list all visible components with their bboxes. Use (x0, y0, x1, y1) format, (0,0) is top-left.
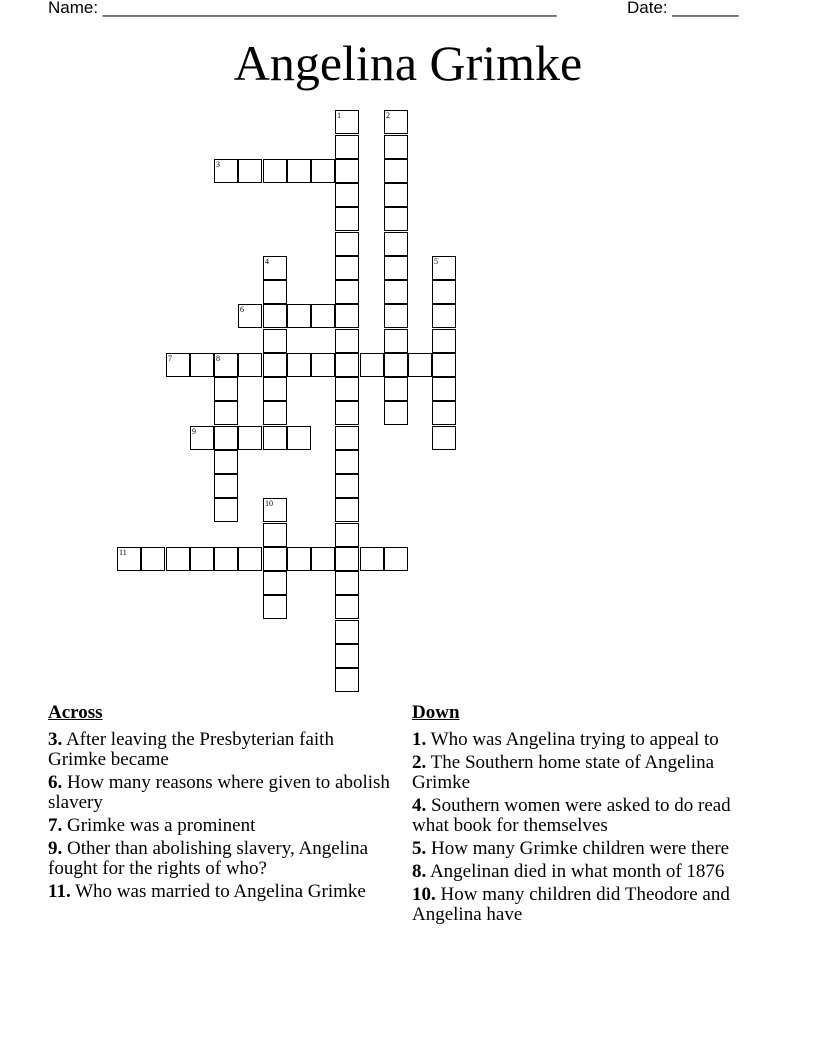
crossword-cell[interactable] (166, 547, 190, 571)
clue-number: 6. (48, 772, 63, 793)
crossword-cell[interactable] (263, 353, 287, 377)
crossword-cell[interactable] (263, 498, 287, 522)
crossword-cell[interactable] (214, 450, 238, 474)
crossword-cell[interactable] (263, 304, 287, 328)
crossword-cell[interactable] (335, 426, 359, 450)
clue-number-label: 4 (265, 257, 269, 266)
across-heading: Across (48, 702, 103, 723)
crossword-cell[interactable] (287, 304, 311, 328)
crossword-cell[interactable] (263, 547, 287, 571)
clue-number-label: 2 (386, 111, 390, 120)
crossword-cell[interactable] (384, 304, 408, 328)
crossword-cell[interactable] (384, 232, 408, 256)
crossword-cell[interactable] (263, 329, 287, 353)
down-clue (412, 796, 757, 836)
clue-number: 4. (412, 795, 427, 816)
down-clue (412, 753, 757, 793)
crossword-cell[interactable] (287, 547, 311, 571)
clue-number: 7. (48, 815, 63, 836)
crossword-cell[interactable] (432, 280, 456, 304)
crossword-cell[interactable] (335, 620, 359, 644)
crossword-cell[interactable] (384, 256, 408, 280)
crossword-cell[interactable] (238, 426, 262, 450)
crossword-cell[interactable] (384, 183, 408, 207)
crossword-cell[interactable] (190, 547, 214, 571)
across-clue-list (48, 730, 393, 902)
clue-text: Grimke was a prominent (62, 815, 256, 836)
crossword-cell[interactable] (432, 256, 456, 280)
crossword-cell[interactable] (263, 401, 287, 425)
crossword-cell[interactable] (287, 159, 311, 183)
crossword-cell[interactable] (335, 232, 359, 256)
clue-number-label: 3 (216, 160, 220, 169)
crossword-cell[interactable] (263, 571, 287, 595)
down-clue-list (412, 730, 757, 925)
crossword-cell[interactable] (335, 256, 359, 280)
clue-number-label: 10 (265, 499, 273, 508)
crossword-cell[interactable] (263, 595, 287, 619)
crossword-cell[interactable] (214, 159, 238, 183)
clue-number-label: 1 (337, 111, 341, 120)
crossword-cell[interactable] (238, 353, 262, 377)
down-clue (412, 862, 757, 882)
clue-text: After leaving the Presbyterian faith Grimke became (48, 729, 334, 770)
clue-text: How many children did Theodore and Angelina have (412, 884, 730, 925)
crossword-cell[interactable] (214, 547, 238, 571)
crossword-cell[interactable] (408, 353, 432, 377)
crossword-cell[interactable] (432, 377, 456, 401)
crossword-cell[interactable] (335, 304, 359, 328)
crossword-cell[interactable] (263, 256, 287, 280)
clue-text: Southern women were asked to do read what book for themselves (412, 795, 731, 836)
crossword-cell[interactable] (190, 353, 214, 377)
name-field-label: Name: ________________________________________________ (48, 0, 557, 17)
crossword-cell[interactable] (335, 523, 359, 547)
clue-text: How many reasons where given to abolish slavery (48, 772, 390, 813)
across-clue (48, 816, 393, 836)
crossword-cell[interactable] (287, 426, 311, 450)
crossword-cell[interactable] (335, 474, 359, 498)
crossword-cell[interactable] (214, 353, 238, 377)
crossword-cell[interactable] (335, 207, 359, 231)
crossword-cell[interactable] (190, 426, 214, 450)
crossword-cell[interactable] (335, 159, 359, 183)
puzzle-title: Angelina Grimke (233, 35, 583, 91)
crossword-cell[interactable] (384, 329, 408, 353)
clue-number: 5. (412, 838, 427, 859)
clue-number: 10. (412, 884, 436, 905)
crossword-cell[interactable] (263, 523, 287, 547)
down-heading: Down (412, 702, 460, 723)
down-clue (412, 730, 757, 750)
clue-text: Who was Angelina trying to appeal to (426, 729, 719, 750)
crossword-cell[interactable] (384, 135, 408, 159)
crossword-cell[interactable] (384, 547, 408, 571)
crossword-cell[interactable] (335, 595, 359, 619)
crossword-cell[interactable] (166, 353, 190, 377)
crossword-cell[interactable] (238, 547, 262, 571)
crossword-cell[interactable] (311, 304, 335, 328)
clue-number: 9. (48, 838, 63, 859)
crossword-cell[interactable] (214, 474, 238, 498)
crossword-cell[interactable] (117, 547, 141, 571)
crossword-cell[interactable] (335, 450, 359, 474)
crossword-cell[interactable] (384, 207, 408, 231)
crossword-cell[interactable] (384, 280, 408, 304)
crossword-cell[interactable] (311, 547, 335, 571)
crossword-cell[interactable] (384, 377, 408, 401)
down-clue (412, 839, 757, 859)
crossword-cell[interactable] (432, 329, 456, 353)
clue-text: How many Grimke children were there (426, 838, 730, 859)
crossword-cell[interactable] (384, 110, 408, 134)
across-clues (48, 702, 393, 905)
crossword-cell[interactable] (335, 547, 359, 571)
crossword-cell[interactable] (263, 426, 287, 450)
crossword-cell[interactable] (432, 401, 456, 425)
crossword-cell[interactable] (141, 547, 165, 571)
crossword-cell[interactable] (335, 644, 359, 668)
clue-text: The Southern home state of Angelina Grimke (412, 752, 715, 793)
clue-text: Other than abolishing slavery, Angelina fought for the rights of who? (48, 838, 369, 879)
crossword-cell[interactable] (384, 401, 408, 425)
crossword-cell[interactable] (311, 159, 335, 183)
clue-text: Angelinan died in what month of 1876 (426, 861, 725, 882)
clue-number: 3. (48, 729, 63, 750)
clue-number-label: 9 (192, 427, 196, 436)
crossword-cell[interactable] (238, 159, 262, 183)
crossword-cell[interactable] (335, 498, 359, 522)
crossword-cell[interactable] (311, 353, 335, 377)
crossword-cell[interactable] (335, 135, 359, 159)
crossword-cell[interactable] (432, 426, 456, 450)
crossword-cell[interactable] (335, 668, 359, 692)
across-clue (48, 882, 393, 902)
crossword-cell[interactable] (335, 571, 359, 595)
crossword-cell[interactable] (263, 377, 287, 401)
clue-number: 8. (412, 861, 427, 882)
clue-number: 2. (412, 752, 427, 773)
crossword-cell[interactable] (335, 401, 359, 425)
crossword-cell[interactable] (214, 498, 238, 522)
crossword-cell[interactable] (287, 353, 311, 377)
crossword-cell[interactable] (214, 401, 238, 425)
crossword-cell[interactable] (263, 280, 287, 304)
down-clue (412, 885, 757, 925)
crossword-cell[interactable] (360, 547, 384, 571)
crossword-cell[interactable] (335, 353, 359, 377)
clue-number-label: 6 (240, 305, 244, 314)
crossword-cell[interactable] (238, 304, 262, 328)
across-clue (48, 839, 393, 879)
clue-number-label: 5 (434, 257, 438, 266)
crossword-cell[interactable] (214, 426, 238, 450)
clue-number-label: 8 (216, 354, 220, 363)
crossword-cell[interactable] (335, 377, 359, 401)
date-field-label: Date: _______ (627, 0, 739, 17)
clue-text: Who was married to Angelina Grimke (70, 881, 366, 902)
crossword-cell[interactable] (335, 110, 359, 134)
across-clue (48, 773, 393, 813)
crossword-cell[interactable] (432, 304, 456, 328)
clue-number-label: 11 (119, 548, 127, 557)
crossword-cell[interactable] (384, 159, 408, 183)
across-clue (48, 730, 393, 770)
crossword-cell[interactable] (263, 159, 287, 183)
crossword-cell[interactable] (335, 329, 359, 353)
crossword-cell[interactable] (384, 353, 408, 377)
crossword-cell[interactable] (214, 377, 238, 401)
clue-number: 1. (412, 729, 427, 750)
clue-number: 11. (48, 881, 71, 902)
crossword-cell[interactable] (360, 353, 384, 377)
crossword-cell[interactable] (335, 183, 359, 207)
clue-number-label: 7 (168, 354, 172, 363)
down-clues (412, 702, 757, 928)
crossword-cell[interactable] (432, 353, 456, 377)
crossword-cell[interactable] (335, 280, 359, 304)
